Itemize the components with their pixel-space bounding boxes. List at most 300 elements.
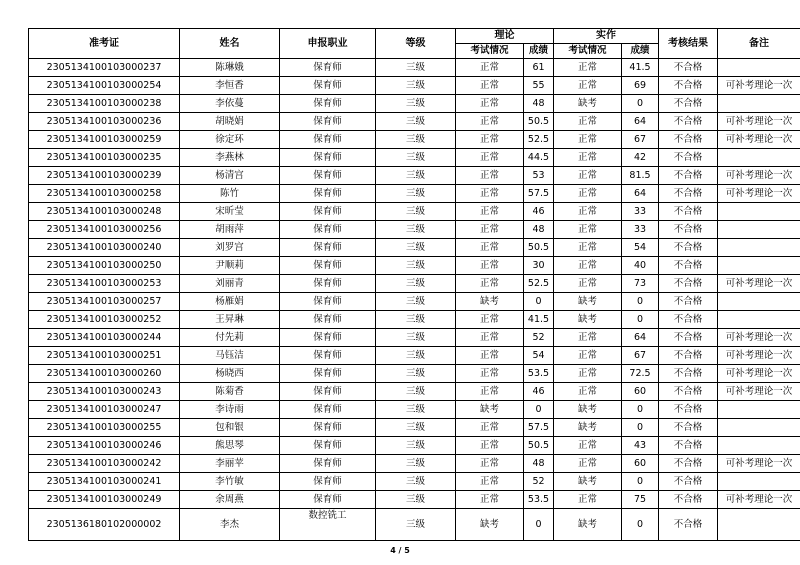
practice-status-cell: 正常 <box>554 185 622 203</box>
note-cell <box>718 311 800 329</box>
theory-score-cell: 44.5 <box>524 149 554 167</box>
practice-status-cell: 正常 <box>554 221 622 239</box>
practice-status-cell: 正常 <box>554 347 622 365</box>
theory-status-cell: 正常 <box>456 59 524 77</box>
ticket-cell: 2305134100103000254 <box>29 77 180 95</box>
practice-status-cell: 正常 <box>554 131 622 149</box>
theory-score-cell: 46 <box>524 203 554 221</box>
header-practice: 实作 <box>554 29 659 44</box>
result-cell: 不合格 <box>659 491 718 509</box>
level-cell: 三级 <box>376 239 456 257</box>
practice-score-cell: 81.5 <box>622 167 659 185</box>
header-note: 备注 <box>718 29 800 59</box>
practice-score-cell: 64 <box>622 113 659 131</box>
theory-score-cell: 0 <box>524 401 554 419</box>
result-cell: 不合格 <box>659 419 718 437</box>
header-level: 等级 <box>376 29 456 59</box>
name-cell: 陈琳娥 <box>180 59 280 77</box>
job-cell: 保育师 <box>280 131 376 149</box>
theory-score-cell: 52.5 <box>524 275 554 293</box>
note-cell: 可补考理论一次 <box>718 185 800 203</box>
table-row <box>29 311 800 329</box>
table-row <box>29 95 800 113</box>
practice-score-cell: 0 <box>622 419 659 437</box>
theory-status-cell: 正常 <box>456 113 524 131</box>
theory-score-cell: 61 <box>524 59 554 77</box>
header-ticket: 准考证 <box>29 29 180 59</box>
job-cell: 保育师 <box>280 329 376 347</box>
practice-score-cell: 0 <box>622 509 659 541</box>
theory-status-cell: 正常 <box>456 257 524 275</box>
theory-score-cell: 30 <box>524 257 554 275</box>
job-cell: 保育师 <box>280 59 376 77</box>
theory-score-cell: 41.5 <box>524 311 554 329</box>
table-row <box>29 257 800 275</box>
practice-status-cell: 缺考 <box>554 509 622 541</box>
header-name: 姓名 <box>180 29 280 59</box>
name-cell: 马钰洁 <box>180 347 280 365</box>
job-cell: 保育师 <box>280 185 376 203</box>
practice-score-cell: 54 <box>622 239 659 257</box>
ticket-cell: 2305134100103000253 <box>29 275 180 293</box>
result-cell: 不合格 <box>659 347 718 365</box>
name-cell: 李诗雨 <box>180 401 280 419</box>
table-row <box>29 347 800 365</box>
result-cell: 不合格 <box>659 239 718 257</box>
result-cell: 不合格 <box>659 113 718 131</box>
level-cell: 三级 <box>376 365 456 383</box>
result-cell: 不合格 <box>659 401 718 419</box>
name-cell: 李恒香 <box>180 77 280 95</box>
theory-score-cell: 57.5 <box>524 185 554 203</box>
job-cell: 保育师 <box>280 437 376 455</box>
practice-status-cell: 正常 <box>554 365 622 383</box>
table-row <box>29 149 800 167</box>
practice-status-cell: 缺考 <box>554 293 622 311</box>
note-cell: 可补考理论一次 <box>718 365 800 383</box>
note-cell <box>718 437 800 455</box>
table-row <box>29 329 800 347</box>
job-cell: 保育师 <box>280 311 376 329</box>
name-cell: 李燕林 <box>180 149 280 167</box>
practice-score-cell: 69 <box>622 77 659 95</box>
theory-status-cell: 正常 <box>456 437 524 455</box>
theory-status-cell: 正常 <box>456 149 524 167</box>
job-cell: 保育师 <box>280 419 376 437</box>
practice-status-cell: 正常 <box>554 113 622 131</box>
theory-status-cell: 正常 <box>456 221 524 239</box>
practice-score-cell: 60 <box>622 455 659 473</box>
table-row <box>29 59 800 77</box>
note-cell: 可补考理论一次 <box>718 455 800 473</box>
result-cell: 不合格 <box>659 257 718 275</box>
result-cell: 不合格 <box>659 77 718 95</box>
note-cell <box>718 59 800 77</box>
level-cell: 三级 <box>376 149 456 167</box>
table-row <box>29 77 800 95</box>
ticket-cell: 2305134100103000255 <box>29 419 180 437</box>
result-cell: 不合格 <box>659 131 718 149</box>
note-cell: 可补考理论一次 <box>718 77 800 95</box>
name-cell: 刘罗宫 <box>180 239 280 257</box>
table-row <box>29 455 800 473</box>
name-cell: 刘丽青 <box>180 275 280 293</box>
result-cell: 不合格 <box>659 311 718 329</box>
theory-score-cell: 0 <box>524 293 554 311</box>
theory-score-cell: 48 <box>524 95 554 113</box>
note-cell: 可补考理论一次 <box>718 131 800 149</box>
level-cell: 三级 <box>376 473 456 491</box>
practice-status-cell: 正常 <box>554 257 622 275</box>
theory-score-cell: 50.5 <box>524 437 554 455</box>
table-row <box>29 185 800 203</box>
level-cell: 三级 <box>376 455 456 473</box>
result-cell: 不合格 <box>659 221 718 239</box>
note-cell: 可补考理论一次 <box>718 113 800 131</box>
theory-score-cell: 53.5 <box>524 491 554 509</box>
result-cell: 不合格 <box>659 509 718 541</box>
ticket-cell: 2305134100103000240 <box>29 239 180 257</box>
practice-status-cell: 正常 <box>554 329 622 347</box>
name-cell: 熊思琴 <box>180 437 280 455</box>
ticket-cell: 2305136180102000002 <box>29 509 180 541</box>
practice-status-cell: 正常 <box>554 437 622 455</box>
practice-status-cell: 正常 <box>554 77 622 95</box>
header-practice-score: 成绩 <box>622 44 659 59</box>
header-job: 申报职业 <box>280 29 376 59</box>
ticket-cell: 2305134100103000248 <box>29 203 180 221</box>
level-cell: 三级 <box>376 293 456 311</box>
practice-score-cell: 72.5 <box>622 365 659 383</box>
practice-score-cell: 42 <box>622 149 659 167</box>
table-row <box>29 365 800 383</box>
name-cell: 杨清宫 <box>180 167 280 185</box>
name-cell: 李竹敏 <box>180 473 280 491</box>
note-cell <box>718 293 800 311</box>
table-row <box>29 221 800 239</box>
name-cell: 陈菊香 <box>180 383 280 401</box>
header-theory-score: 成绩 <box>524 44 554 59</box>
theory-score-cell: 57.5 <box>524 419 554 437</box>
job-cell: 保育师 <box>280 77 376 95</box>
practice-score-cell: 33 <box>622 203 659 221</box>
result-cell: 不合格 <box>659 95 718 113</box>
result-cell: 不合格 <box>659 473 718 491</box>
theory-status-cell: 正常 <box>456 203 524 221</box>
table-row <box>29 419 800 437</box>
result-cell: 不合格 <box>659 365 718 383</box>
result-cell: 不合格 <box>659 149 718 167</box>
table-row <box>29 239 800 257</box>
level-cell: 三级 <box>376 383 456 401</box>
level-cell: 三级 <box>376 347 456 365</box>
ticket-cell: 2305134100103000252 <box>29 311 180 329</box>
job-cell: 保育师 <box>280 293 376 311</box>
table-row <box>29 131 800 149</box>
practice-status-cell: 正常 <box>554 59 622 77</box>
note-cell <box>718 473 800 491</box>
name-cell: 胡晓娟 <box>180 113 280 131</box>
level-cell: 三级 <box>376 113 456 131</box>
level-cell: 三级 <box>376 275 456 293</box>
table-row <box>29 437 800 455</box>
theory-score-cell: 52 <box>524 473 554 491</box>
practice-score-cell: 73 <box>622 275 659 293</box>
table-row <box>29 491 800 509</box>
theory-score-cell: 0 <box>524 509 554 541</box>
ticket-cell: 2305134100103000237 <box>29 59 180 77</box>
note-cell <box>718 149 800 167</box>
result-cell: 不合格 <box>659 437 718 455</box>
ticket-cell: 2305134100103000258 <box>29 185 180 203</box>
practice-score-cell: 0 <box>622 311 659 329</box>
practice-score-cell: 0 <box>622 401 659 419</box>
theory-score-cell: 52 <box>524 329 554 347</box>
note-cell: 可补考理论一次 <box>718 347 800 365</box>
job-cell: 保育师 <box>280 491 376 509</box>
name-cell: 李杰 <box>180 509 280 541</box>
level-cell: 三级 <box>376 185 456 203</box>
level-cell: 三级 <box>376 401 456 419</box>
note-cell: 可补考理论一次 <box>718 167 800 185</box>
ticket-cell: 2305134100103000239 <box>29 167 180 185</box>
theory-status-cell: 正常 <box>456 473 524 491</box>
theory-score-cell: 53.5 <box>524 365 554 383</box>
practice-score-cell: 67 <box>622 131 659 149</box>
table-row <box>29 401 800 419</box>
job-cell: 保育师 <box>280 401 376 419</box>
result-cell: 不合格 <box>659 59 718 77</box>
job-cell: 保育师 <box>280 383 376 401</box>
theory-status-cell: 正常 <box>456 491 524 509</box>
ticket-cell: 2305134100103000236 <box>29 113 180 131</box>
theory-score-cell: 55 <box>524 77 554 95</box>
theory-score-cell: 54 <box>524 347 554 365</box>
note-cell: 可补考理论一次 <box>718 275 800 293</box>
table-row <box>29 275 800 293</box>
job-cell: 保育师 <box>280 257 376 275</box>
practice-status-cell: 正常 <box>554 275 622 293</box>
practice-status-cell: 缺考 <box>554 311 622 329</box>
job-cell: 保育师 <box>280 221 376 239</box>
result-cell: 不合格 <box>659 185 718 203</box>
level-cell: 三级 <box>376 77 456 95</box>
practice-status-cell: 正常 <box>554 455 622 473</box>
job-cell: 保育师 <box>280 167 376 185</box>
level-cell: 三级 <box>376 221 456 239</box>
theory-status-cell: 正常 <box>456 419 524 437</box>
name-cell: 杨晓西 <box>180 365 280 383</box>
job-cell: 保育师 <box>280 275 376 293</box>
ticket-cell: 2305134100103000243 <box>29 383 180 401</box>
result-cell: 不合格 <box>659 203 718 221</box>
table-body <box>29 59 800 541</box>
name-cell: 李依蔓 <box>180 95 280 113</box>
ticket-cell: 2305134100103000247 <box>29 401 180 419</box>
note-cell <box>718 419 800 437</box>
note-cell <box>718 221 800 239</box>
practice-score-cell: 0 <box>622 473 659 491</box>
table-row <box>29 293 800 311</box>
ticket-cell: 2305134100103000235 <box>29 149 180 167</box>
theory-status-cell: 正常 <box>456 311 524 329</box>
ticket-cell: 2305134100103000256 <box>29 221 180 239</box>
note-cell <box>718 95 800 113</box>
name-cell: 王昇琳 <box>180 311 280 329</box>
level-cell: 三级 <box>376 437 456 455</box>
theory-score-cell: 52.5 <box>524 131 554 149</box>
practice-score-cell: 60 <box>622 383 659 401</box>
note-cell <box>718 203 800 221</box>
note-cell <box>718 401 800 419</box>
theory-status-cell: 正常 <box>456 347 524 365</box>
table-row <box>29 203 800 221</box>
note-cell <box>718 239 800 257</box>
note-cell <box>718 257 800 275</box>
table-row <box>29 509 800 541</box>
theory-status-cell: 正常 <box>456 455 524 473</box>
level-cell: 三级 <box>376 203 456 221</box>
ticket-cell: 2305134100103000249 <box>29 491 180 509</box>
job-cell: 保育师 <box>280 149 376 167</box>
theory-status-cell: 缺考 <box>456 293 524 311</box>
practice-score-cell: 64 <box>622 185 659 203</box>
theory-status-cell: 正常 <box>456 275 524 293</box>
practice-score-cell: 0 <box>622 95 659 113</box>
ticket-cell: 2305134100103000251 <box>29 347 180 365</box>
practice-status-cell: 正常 <box>554 383 622 401</box>
job-cell: 保育师 <box>280 455 376 473</box>
ticket-cell: 2305134100103000257 <box>29 293 180 311</box>
practice-status-cell: 缺考 <box>554 419 622 437</box>
ticket-cell: 2305134100103000260 <box>29 365 180 383</box>
theory-status-cell: 正常 <box>456 239 524 257</box>
table-row <box>29 167 800 185</box>
theory-score-cell: 50.5 <box>524 113 554 131</box>
practice-score-cell: 64 <box>622 329 659 347</box>
ticket-cell: 2305134100103000241 <box>29 473 180 491</box>
theory-score-cell: 48 <box>524 455 554 473</box>
theory-status-cell: 缺考 <box>456 401 524 419</box>
level-cell: 三级 <box>376 419 456 437</box>
level-cell: 三级 <box>376 167 456 185</box>
level-cell: 三级 <box>376 311 456 329</box>
theory-status-cell: 缺考 <box>456 509 524 541</box>
ticket-cell: 2305134100103000242 <box>29 455 180 473</box>
name-cell: 徐定环 <box>180 131 280 149</box>
level-cell: 三级 <box>376 491 456 509</box>
ticket-cell: 2305134100103000259 <box>29 131 180 149</box>
practice-status-cell: 正常 <box>554 167 622 185</box>
job-cell: 保育师 <box>280 365 376 383</box>
table-row <box>29 473 800 491</box>
header-theory: 理论 <box>456 29 554 44</box>
job-cell: 保育师 <box>280 203 376 221</box>
practice-status-cell: 缺考 <box>554 401 622 419</box>
practice-status-cell: 缺考 <box>554 473 622 491</box>
practice-score-cell: 41.5 <box>622 59 659 77</box>
results-table <box>28 28 800 541</box>
practice-status-cell: 正常 <box>554 239 622 257</box>
header-result: 考核结果 <box>659 29 718 59</box>
result-cell: 不合格 <box>659 383 718 401</box>
practice-status-cell: 正常 <box>554 203 622 221</box>
level-cell: 三级 <box>376 257 456 275</box>
table-row <box>29 113 800 131</box>
job-cell: 保育师 <box>280 473 376 491</box>
theory-score-cell: 48 <box>524 221 554 239</box>
theory-status-cell: 正常 <box>456 185 524 203</box>
level-cell: 三级 <box>376 95 456 113</box>
job-cell: 保育师 <box>280 239 376 257</box>
practice-status-cell: 缺考 <box>554 95 622 113</box>
theory-score-cell: 46 <box>524 383 554 401</box>
practice-score-cell: 67 <box>622 347 659 365</box>
practice-score-cell: 43 <box>622 437 659 455</box>
ticket-cell: 2305134100103000246 <box>29 437 180 455</box>
level-cell: 三级 <box>376 59 456 77</box>
header-practice-status: 考试情况 <box>554 44 622 59</box>
theory-status-cell: 正常 <box>456 365 524 383</box>
job-cell: 数控铣工 <box>280 509 376 541</box>
name-cell: 尹顺莉 <box>180 257 280 275</box>
result-cell: 不合格 <box>659 455 718 473</box>
practice-score-cell: 0 <box>622 293 659 311</box>
level-cell: 三级 <box>376 329 456 347</box>
ticket-cell: 2305134100103000244 <box>29 329 180 347</box>
result-cell: 不合格 <box>659 293 718 311</box>
theory-score-cell: 53 <box>524 167 554 185</box>
theory-status-cell: 正常 <box>456 383 524 401</box>
job-cell: 保育师 <box>280 113 376 131</box>
theory-status-cell: 正常 <box>456 95 524 113</box>
theory-status-cell: 正常 <box>456 329 524 347</box>
practice-score-cell: 33 <box>622 221 659 239</box>
name-cell: 余周燕 <box>180 491 280 509</box>
note-cell: 可补考理论一次 <box>718 491 800 509</box>
theory-status-cell: 正常 <box>456 77 524 95</box>
name-cell: 陈竹 <box>180 185 280 203</box>
name-cell: 杨雁娟 <box>180 293 280 311</box>
practice-score-cell: 40 <box>622 257 659 275</box>
header-row-1 <box>29 29 800 44</box>
ticket-cell: 2305134100103000238 <box>29 95 180 113</box>
header-theory-status: 考试情况 <box>456 44 524 59</box>
theory-status-cell: 正常 <box>456 167 524 185</box>
practice-score-cell: 75 <box>622 491 659 509</box>
name-cell: 宋昕莹 <box>180 203 280 221</box>
page-number: 4 / 5 <box>390 546 410 555</box>
result-cell: 不合格 <box>659 167 718 185</box>
note-cell: 可补考理论一次 <box>718 329 800 347</box>
level-cell: 三级 <box>376 131 456 149</box>
name-cell: 包和银 <box>180 419 280 437</box>
ticket-cell: 2305134100103000250 <box>29 257 180 275</box>
theory-status-cell: 正常 <box>456 131 524 149</box>
result-cell: 不合格 <box>659 329 718 347</box>
theory-score-cell: 50.5 <box>524 239 554 257</box>
practice-status-cell: 正常 <box>554 491 622 509</box>
note-cell: 可补考理论一次 <box>718 383 800 401</box>
job-cell: 保育师 <box>280 347 376 365</box>
name-cell: 李丽苹 <box>180 455 280 473</box>
result-cell: 不合格 <box>659 275 718 293</box>
name-cell: 付先莉 <box>180 329 280 347</box>
job-cell: 保育师 <box>280 95 376 113</box>
level-cell: 三级 <box>376 509 456 541</box>
note-cell <box>718 509 800 541</box>
practice-status-cell: 正常 <box>554 149 622 167</box>
